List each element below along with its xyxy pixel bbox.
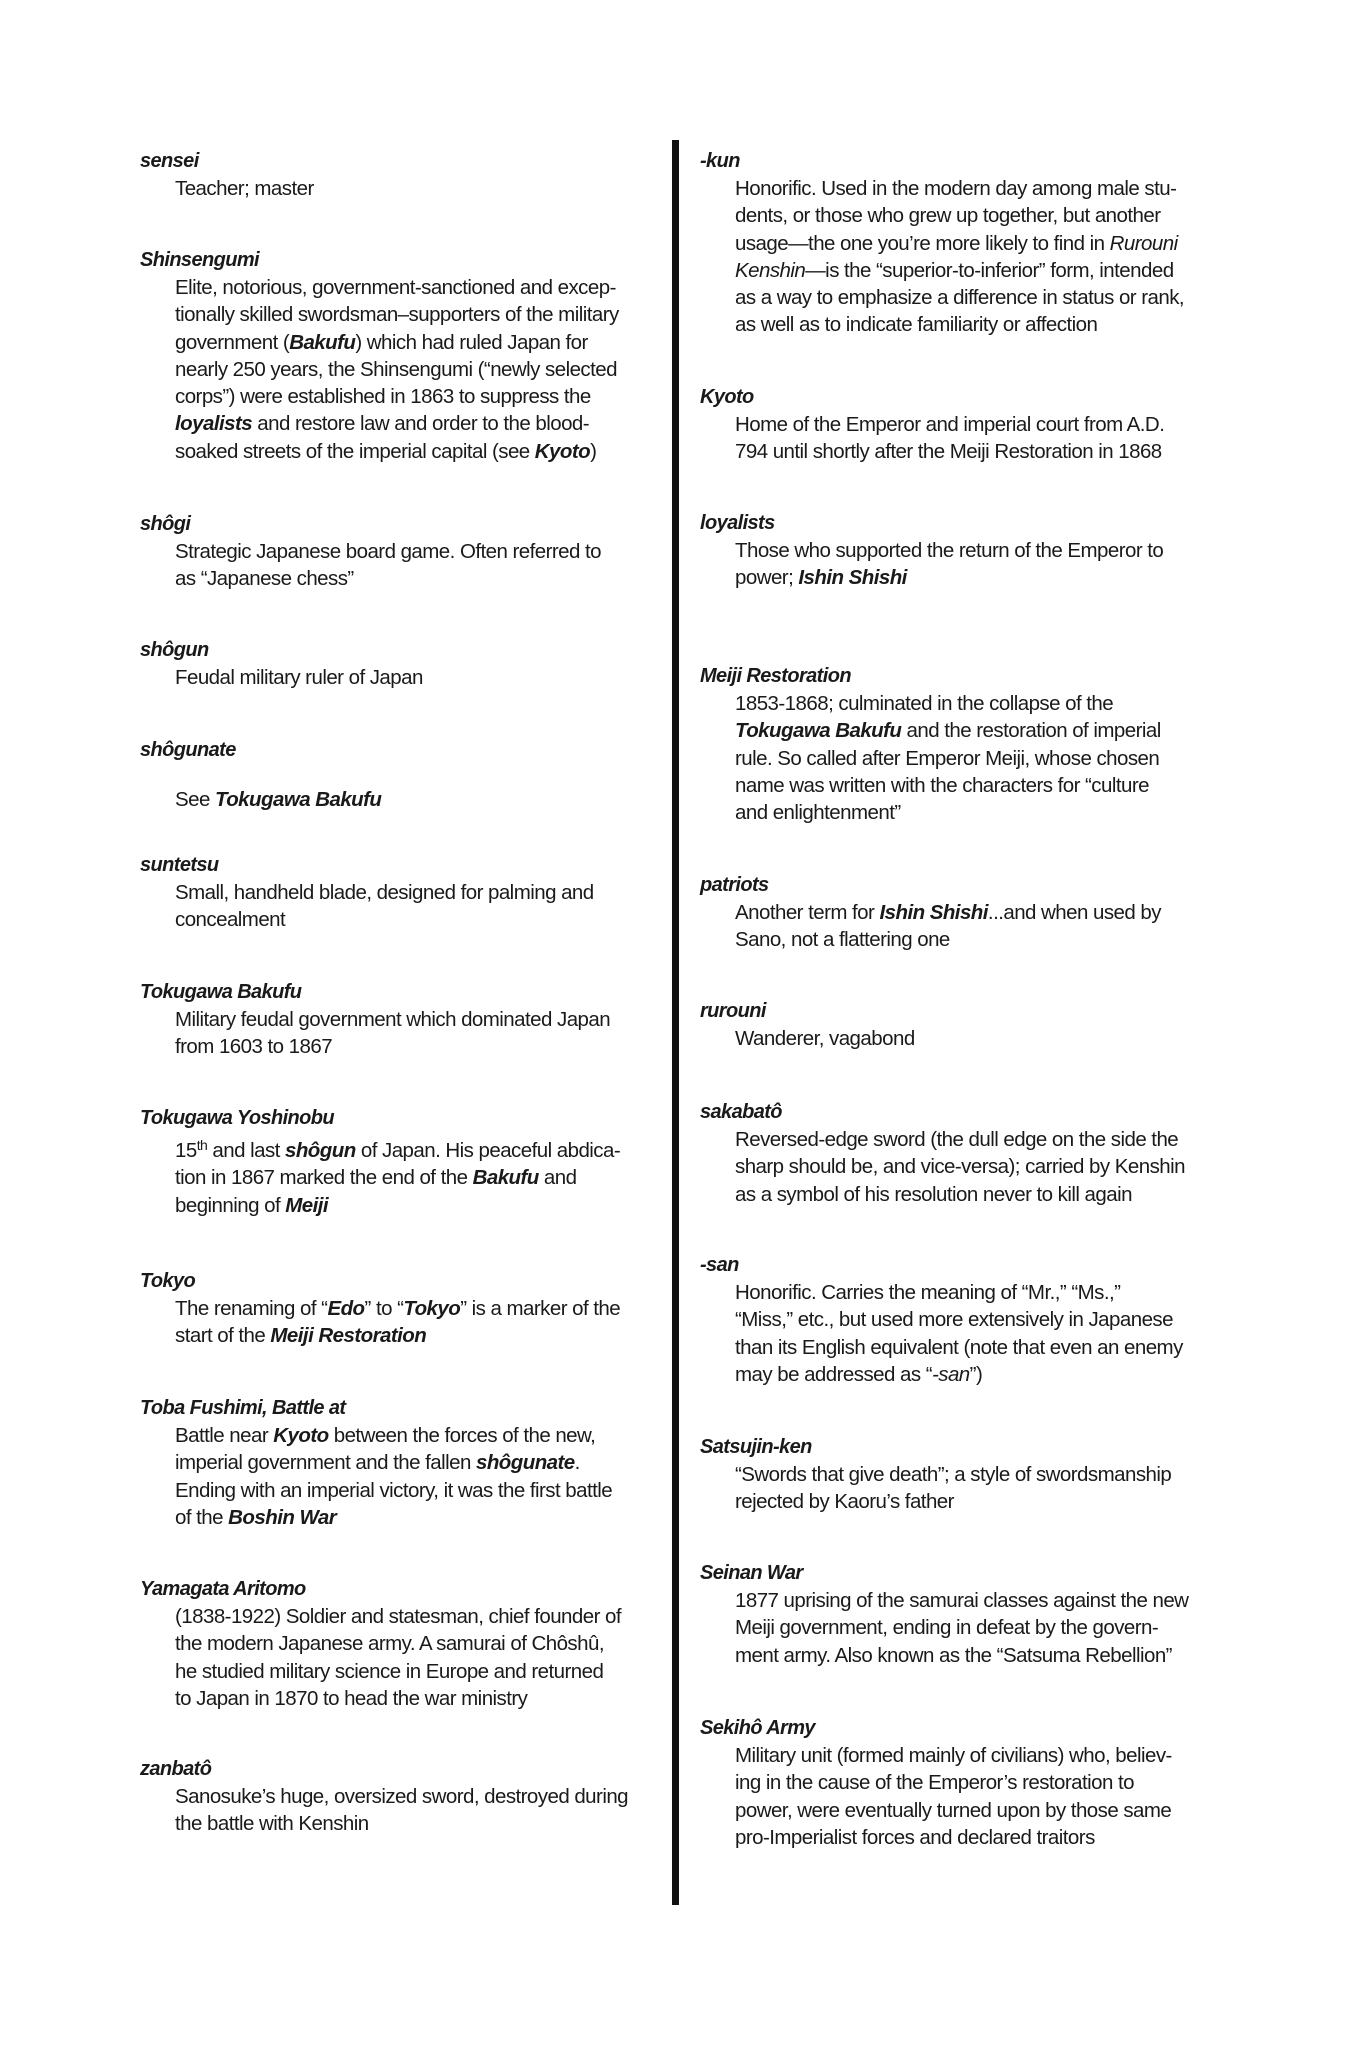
definition-text: The renaming of “ [175,1297,328,1320]
definition-text: Small, handheld blade, designed for palming and [175,881,594,904]
definition-text: the modern Japanese army. A samurai of Chôshû, [175,1632,604,1656]
glossary-term: Toba Fushimi, Battle at [140,1397,346,1419]
definition-line [175,301,660,328]
definition-text: th [196,1137,208,1153]
definition-line [175,664,660,691]
definition-line [735,1797,1220,1824]
definition-text: usage—the one you’re more likely to find in [735,231,1110,255]
glossary-entry [140,148,660,202]
definition-text: . [574,1451,580,1475]
definition-text: shôgunate [475,1451,575,1475]
definition-line [735,411,1220,438]
definition-text: than its English equivalent (note that even an enemy [735,1335,1183,1359]
definition-line [735,1306,1220,1333]
definition-text: ment army. Also known as the “Satsuma Rebellion” [735,1643,1172,1667]
definition-text: Home of the Emperor and imperial court from A.D. [735,413,1165,436]
definition-line [175,1322,660,1349]
definition-line [735,1461,1220,1488]
definition-text: Ishin Shishi [798,566,907,590]
definition-line [735,717,1220,744]
definition-text: -san [931,1362,970,1386]
definition-text: as well as to indicate familiarity or affection [735,313,1098,337]
definition-line [175,410,660,437]
glossary-term: shôgun [140,639,209,661]
glossary-entry [140,1756,660,1838]
glossary-term: Tokugawa Yoshinobu [140,1107,335,1129]
glossary-term: shôgi [140,513,191,535]
definition-line [175,1006,660,1033]
definition-text: and the restoration of imperial [901,719,1161,743]
definition-line [735,690,1220,717]
definition-text: Meiji [285,1193,329,1217]
definition-line [175,356,660,383]
definition-text: ” is a marker of the [460,1297,621,1320]
definition-text: beginning of [175,1193,286,1217]
definition-text: “Miss,” etc., but used more extensively in Japanese [735,1308,1173,1332]
definition-line [735,1488,1220,1515]
definition-text: Teacher; master [175,177,314,200]
glossary-term: Sekihô Army [700,1717,815,1739]
glossary-entry [140,737,660,813]
definition-line [735,1025,1220,1052]
definition-text: he studied military science in Europe and returned [175,1659,604,1683]
definition-text: Military unit (formed mainly of civilians) who, believ- [735,1744,1172,1767]
definition-text: power, were eventually turned upon by those same [735,1798,1172,1822]
definition-line [735,564,1220,591]
definition-text: Sano, not a flattering one [735,928,950,952]
definition-text: may be addressed as “ [735,1362,932,1386]
definition-line [735,1334,1220,1361]
definition-text: Honorific. Carries the meaning of “Mr.,” “Ms.,” [735,1281,1121,1304]
definition-text: Tokyo [403,1297,461,1320]
definition-text: loyalists [175,412,253,436]
glossary-term: rurouni [700,1000,766,1022]
glossary-term: Tokyo [140,1270,196,1292]
definition-line [735,1769,1220,1796]
glossary-term: Shinsengumi [140,249,259,271]
column-divider [672,140,679,1905]
glossary-term: Seinan War [700,1562,803,1584]
definition-text: of Japan. His peaceful abdica- [355,1139,621,1162]
definition-text: tion in 1867 marked the end of the [175,1166,473,1190]
definition-text: rejected by Kaoru’s father [735,1490,954,1514]
definition-text: “Swords that give death”; a style of swordsmanship [735,1463,1172,1486]
definition-line [735,899,1220,926]
definition-text: Reversed-edge sword (the dull edge on the side the [735,1128,1179,1151]
definition-text: as “Japanese chess” [175,567,354,591]
definition-text: Rurouni [1109,231,1178,255]
definition-text: Strategic Japanese board game. Often referred to [175,540,602,563]
glossary-term: Kyoto [700,386,754,408]
glossary-term: suntetsu [140,854,219,876]
glossary-entry [700,1434,1220,1516]
definition-text: sharp should be, and vice-versa); carried by Kenshin [735,1155,1185,1179]
definition-text: ...and when used by [987,901,1161,924]
definition-text: Bakufu [289,330,356,354]
glossary-entry [140,1105,660,1219]
glossary-entry [140,247,660,465]
glossary-entry [700,510,1220,592]
definition-line [175,1132,660,1164]
definition-text: from 1603 to 1867 [175,1035,333,1059]
definition-line [735,1181,1220,1208]
glossary-entry [140,1268,660,1350]
definition-line [735,311,1220,338]
definition-text: Battle near [175,1424,274,1447]
definition-text: (1838-1922) Soldier and statesman, chief founder of [175,1605,622,1628]
glossary-entry [700,384,1220,466]
glossary-entry [140,1395,660,1531]
definition-text: Feudal military ruler of Japan [175,666,423,689]
definition-line [735,537,1220,564]
glossary-entry [700,663,1220,826]
glossary-term: sensei [140,150,199,172]
definition-text: Tokugawa Bakufu [214,788,382,811]
definition-text: See [175,788,215,811]
definition-text: Those who supported the return of the Emperor to [735,539,1164,562]
definition-text: the battle with Kenshin [175,1812,369,1836]
definition-line [175,1295,660,1322]
definition-text: Edo [327,1297,365,1320]
glossary-entry [700,872,1220,954]
definition-line [175,383,660,410]
definition-line [175,1477,660,1504]
definition-text: Sanosuke’s huge, oversized sword, destroyed during [175,1785,629,1808]
definition-text: name was written with the characters for “culture [735,773,1149,797]
definition-text: 1877 uprising of the samurai classes against the new [735,1589,1189,1612]
glossary-entry [700,998,1220,1052]
definition-text: Wanderer, vagabond [735,1027,915,1050]
definition-line [175,274,660,301]
glossary-term: Satsujin-ken [700,1436,812,1458]
definition-line [175,1630,660,1657]
definition-line [735,257,1220,284]
definition-text: ) [590,439,597,463]
definition-text: ” to “ [364,1297,404,1320]
definition-line [735,1824,1220,1851]
definition-text: ”) [969,1362,983,1386]
glossary-entry [700,148,1220,339]
definition-text: of the [175,1505,229,1529]
definition-text: and enlightenment” [735,801,901,825]
definition-line [175,879,660,906]
definition-text: shôgun [284,1139,356,1162]
definition-text: —is the “superior-to-inferior” form, intended [805,258,1174,282]
definition-text: as a symbol of his resolution never to kill again [735,1182,1132,1206]
definition-text: ing in the cause of the Emperor’s restoration to [735,1771,1135,1795]
glossary-term: sakabatô [700,1101,782,1123]
definition-line [175,538,660,565]
glossary-term: patriots [700,874,769,896]
definition-line [735,745,1220,772]
definition-text: and [538,1166,577,1190]
definition-text: government ( [175,330,290,354]
definition-text: nearly 250 years, the Shinsengumi (“newly selected [175,357,617,381]
definition-line [175,1192,660,1219]
definition-text: Boshin War [228,1505,337,1529]
definition-line [735,1742,1220,1769]
definition-line [175,1504,660,1531]
definition-line [175,1449,660,1476]
definition-text: as a way to emphasize a difference in status or rank, [735,286,1185,310]
glossary-term: -san [700,1254,739,1276]
glossary-entry [140,852,660,934]
glossary-term: Meiji Restoration [700,665,851,687]
glossary-entry [140,511,660,593]
definition-line [175,1603,660,1630]
definition-text: 15 [175,1139,197,1162]
glossary-term: zanbatô [140,1758,212,1780]
definition-text: pro-Imperialist forces and declared traitors [735,1825,1095,1849]
definition-line [735,1361,1220,1388]
definition-text: Another term for [735,901,880,924]
definition-line [175,1685,660,1712]
definition-line [175,1810,660,1837]
definition-line [735,1126,1220,1153]
definition-line [175,1033,660,1060]
definition-line [735,799,1220,826]
glossary-term: shôgunate [140,739,236,761]
definition-text: corps”) were established in 1863 to suppress the [175,385,591,409]
definition-text: 794 until shortly after the Meiji Restoration in 1868 [735,440,1162,464]
definition-text: ) which had ruled Japan for [355,330,588,354]
definition-line [175,329,660,356]
definition-line [735,175,1220,202]
definition-line [175,1422,660,1449]
definition-text: concealment [175,908,286,932]
definition-text: 1853-1868; culminated in the collapse of the [735,692,1114,715]
definition-text: Ending with an imperial victory, it was the first battle [175,1478,613,1502]
definition-text: Tokugawa Bakufu [735,719,902,743]
definition-line [735,438,1220,465]
definition-text: tionally skilled swordsman–supporters of the military [175,303,619,327]
definition-line [735,1587,1220,1614]
definition-line [735,772,1220,799]
definition-text: Kenshin [735,258,806,282]
definition-text: to Japan in 1870 to head the war ministry [175,1686,528,1710]
definition-text: power; [735,566,799,590]
definition-line [175,1783,660,1810]
definition-text: Elite, notorious, government-sanctioned and excep- [175,276,616,299]
glossary-entry [140,637,660,691]
definition-text: and last [207,1139,285,1162]
definition-line [735,1279,1220,1306]
definition-line [175,786,660,813]
glossary-term: -kun [700,150,740,172]
definition-text: Military feudal government which dominated Japan [175,1008,611,1031]
definition-line [175,438,660,465]
definition-line [175,175,660,202]
glossary-entry [140,1576,660,1712]
definition-line [735,1642,1220,1669]
definition-text: rule. So called after Emperor Meiji, whose chosen [735,746,1160,770]
definition-text: Meiji government, ending in defeat by the govern- [735,1616,1159,1640]
definition-text: Kyoto [534,439,591,463]
definition-text: Kyoto [273,1424,329,1447]
definition-text: between the forces of the new, [328,1424,596,1447]
glossary-term: loyalists [700,512,775,534]
definition-line [735,284,1220,311]
definition-text: imperial government and the fallen [175,1451,476,1475]
definition-line [735,1614,1220,1641]
definition-text: and restore law and order to the blood- [252,412,590,436]
definition-line [735,1153,1220,1180]
glossary-entry [700,1099,1220,1208]
definition-line [175,1658,660,1685]
definition-line [735,230,1220,257]
definition-line [175,906,660,933]
definition-text: Ishin Shishi [879,901,988,924]
glossary-term: Yamagata Aritomo [140,1578,306,1600]
glossary-entry [140,979,660,1061]
definition-text: soaked streets of the imperial capital (see [175,439,535,463]
definition-text: dents, or those who grew up together, but another [735,204,1161,228]
definition-text: Bakufu [472,1166,539,1190]
definition-text: start of the [175,1324,271,1348]
definition-line [735,202,1220,229]
glossary-entry [700,1560,1220,1669]
glossary-entry [700,1715,1220,1851]
definition-line [175,1164,660,1191]
glossary-entry [700,1252,1220,1388]
glossary-term: Tokugawa Bakufu [140,981,302,1003]
definition-line [735,926,1220,953]
definition-text: Meiji Restoration [270,1324,427,1348]
definition-text: Honorific. Used in the modern day among male stu- [735,177,1177,200]
definition-line [175,565,660,592]
